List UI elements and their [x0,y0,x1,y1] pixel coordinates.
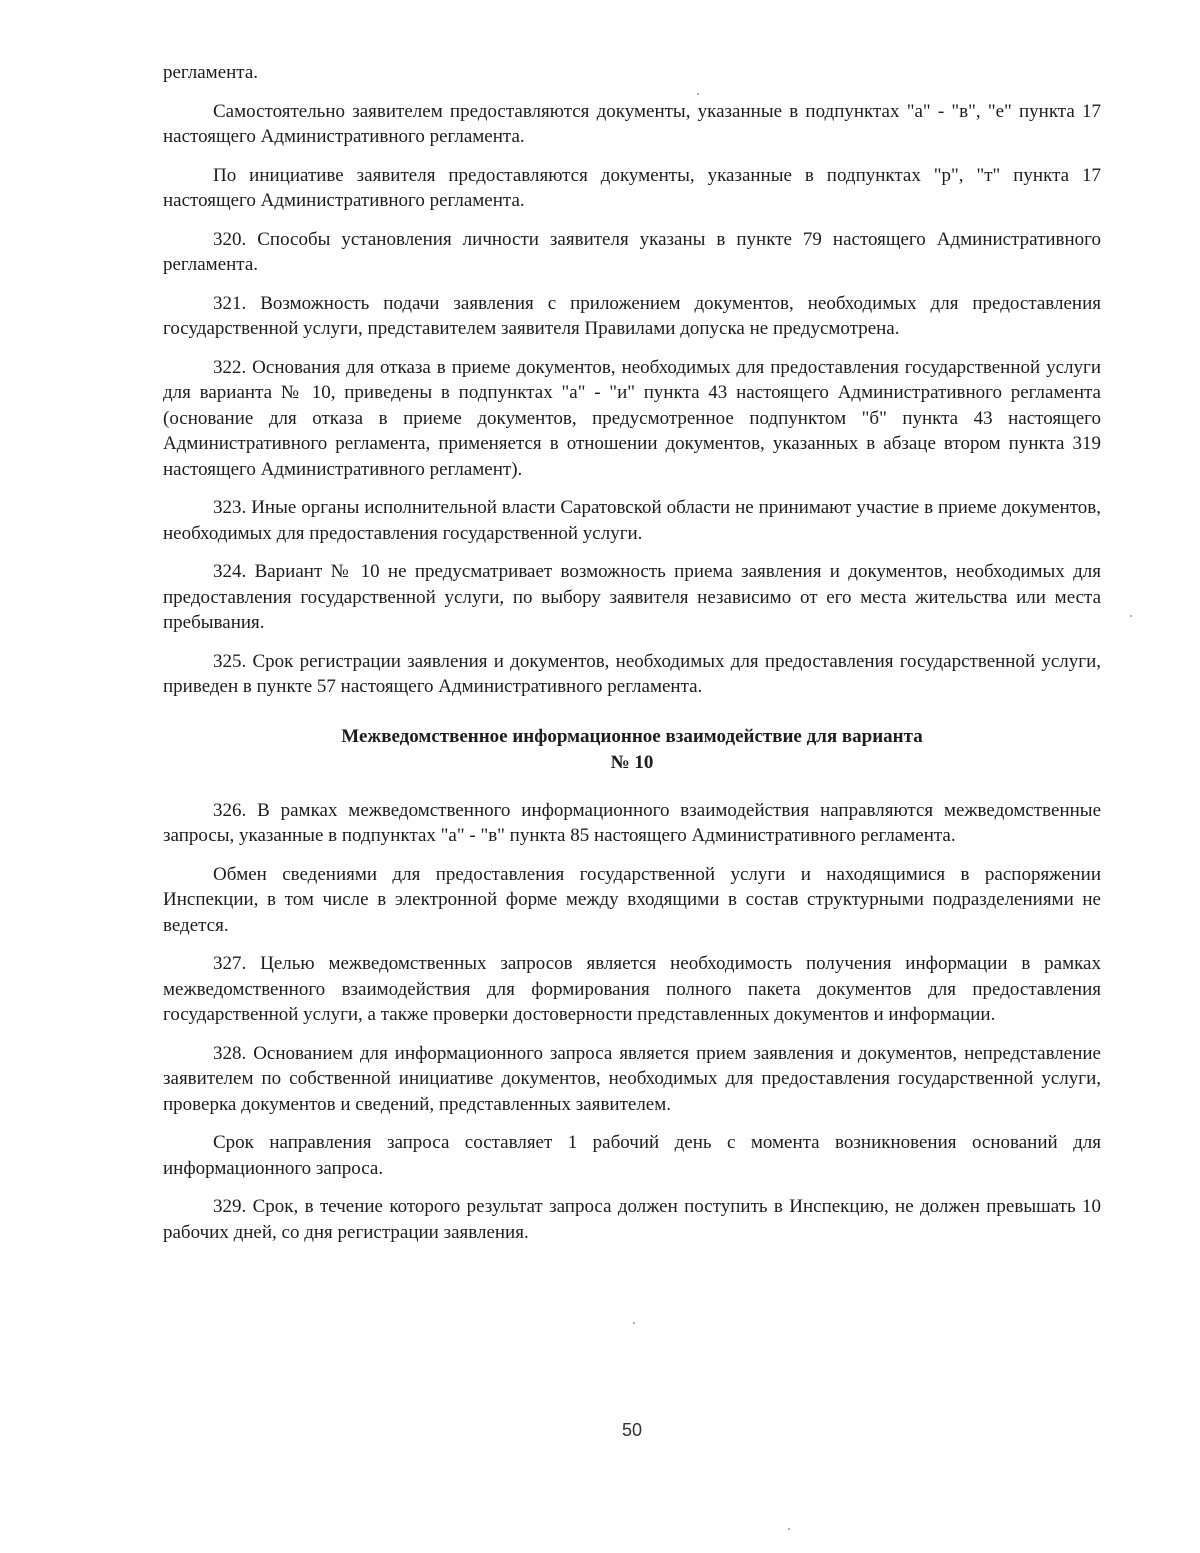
paragraph-326: 326. В рамках межведомственного информационного взаимодействия направляются межведомственные запросы, указанные в подпунктах "а" - "в" пункта 85 настоящего Административного регламента. [163,799,1101,846]
scan-speck [697,93,699,95]
section-heading [163,724,1101,776]
intro-fragment: регламента. [163,62,259,83]
page-content [163,60,1101,1245]
section-heading-line1: Межведомственное информационное взаимодействие для варианта [341,725,923,747]
paragraph-327: 327. Целью межведомственных запросов является необходимость получения информации в рамках межведомственного взаимодействия для формирования полного пакета документов для предоставления государственной услуги, а также проверки достоверности представленных документов и информации. [163,953,1101,1025]
page-number: 50 [621,1420,643,1440]
paragraph-328: 328. Основанием для информационного запроса является прием заявления и документов, непредставление заявителем по собственной инициативе документов, необходимых для предоставления государственной услуги, проверка документов и сведений, представленных заявителем. [163,1042,1101,1115]
paragraph-initiative-docs: По инициативе заявителя предоставляются документы, указанные в подпунктах "р", "т" пункта 17 настоящего Административного регламента. [163,164,1101,211]
paragraph-self-submitted-docs: Самостоятельно заявителем предоставляются документы, указанные в подпунктах "а" - "в", "е" пункта 17 настоящего Административного регламента. [163,100,1101,147]
scan-speck [1130,615,1132,617]
scan-speck [788,1528,790,1530]
paragraph-request-deadline: Срок направления запроса составляет 1 рабочий день с момента возникновения оснований для информационного запроса. [163,1132,1101,1179]
section-heading-line2: № 10 [610,751,654,773]
paragraph-322: 322. Основания для отказа в приеме документов, необходимых для предоставления государственной услуги для варианта № 10, приведены в подпунктах "а" - "и" пункта 43 настоящего Административного регламента (основание для отказа в приеме документов, предусмотренное подпунктом "б" пункта 43 настоящего Административного регламента, применяется в отношении документов, указанных в абзаце втором пункта 319 настоящего Административного регламент). [163,356,1101,480]
paragraph-321: 321. Возможность подачи заявления с приложением документов, необходимых для предоставления государственной услуги, представителем заявителя Правилами допуска не предусмотрена. [163,292,1101,339]
paragraph-info-exchange: Обмен сведениями для предоставления государственной услуги и находящимися в распоряжении Инспекции, в том числе в электронной форме между входящими в состав структурными подразделениями не ведется. [163,863,1101,936]
paragraph-329: 329. Срок, в течение которого результат запроса должен поступить в Инспекцию, не должен превышать 10 рабочих дней, со дня регистрации заявления. [163,1196,1101,1243]
paragraph-325: 325. Срок регистрации заявления и документов, необходимых для предоставления государственной услуги, приведен в пункте 57 настоящего Административного регламента. [163,650,1101,697]
paragraph-320: 320. Способы установления личности заявителя указаны в пункте 79 настоящего Административного регламента. [163,228,1101,275]
paragraph-323: 323. Иные органы исполнительной власти Саратовской области не принимают участие в приеме документов, необходимых для предоставления государственной услуги. [163,497,1101,544]
scan-speck [633,1322,635,1324]
paragraph-324: 324. Вариант № 10 не предусматривает возможность приема заявления и документов, необходимых для предоставления государственной услуги, по выбору заявителя независимо от его места жительства или места пребывания. [163,561,1101,633]
